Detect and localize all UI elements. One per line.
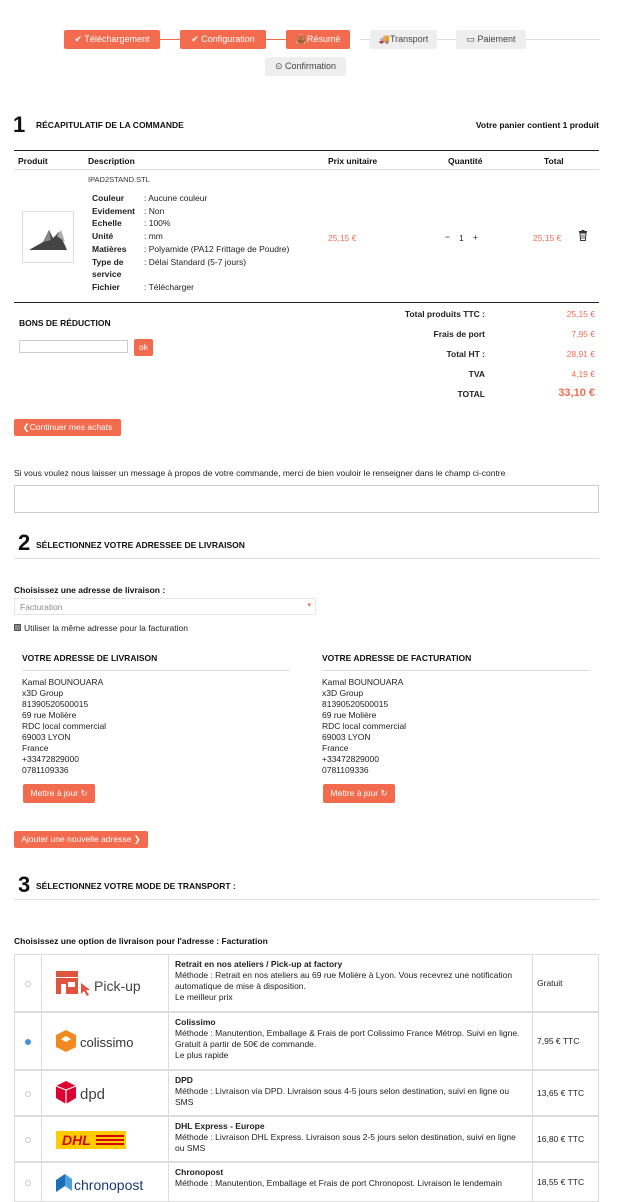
pickup-logo-icon [52, 967, 162, 1003]
carrier-radio[interactable] [25, 1180, 31, 1186]
dhl-logo-icon [52, 1123, 162, 1159]
trash-icon[interactable] [578, 230, 588, 243]
totals-label: Total produits TTC : [404, 309, 485, 319]
carrier-logo-cell [42, 955, 169, 1011]
carrier-radio-cell[interactable] [15, 1071, 42, 1115]
prop-key: Type de service [92, 256, 124, 280]
carrier-extra: Le meilleur prix [175, 992, 233, 1002]
svg-text:Pick-up: Pick-up [94, 978, 141, 994]
totals-label: Total HT : [446, 349, 485, 359]
prop-value: : Aucune couleur [144, 193, 208, 203]
carrier-radio-cell[interactable] [15, 955, 42, 1011]
carrier-desc: Méthode : Livraison via DPD. Livraison sous 4-5 jours selon destination, suivi en ligne ou SMS [175, 1086, 510, 1107]
product-prop [92, 205, 322, 218]
address-line: x3D Group [322, 688, 364, 698]
carrier-name: Colissimo [175, 1017, 216, 1027]
delivery-update-button[interactable]: Mettre à jour ↻ [23, 784, 95, 803]
address-line: Kamal BOUNOUARA [322, 677, 404, 687]
cart-count: Votre panier contient 1 produit [475, 120, 599, 130]
step-summary[interactable]: 👜Résumé [286, 30, 350, 49]
carrier-radio[interactable] [25, 1137, 31, 1143]
address-line: 69003 LYON [22, 732, 71, 742]
choose-carrier-label: Choisissez une option de livraison pour l'adresse : Facturation [14, 936, 268, 946]
section-3-title: SÉLECTIONNEZ VOTRE MODE DE TRANSPORT : [36, 881, 236, 891]
address-line: France [22, 743, 49, 753]
prop-key: Couleur [92, 193, 125, 203]
prop-value: : Délai Standard (5-7 jours) [144, 256, 247, 267]
prop-key: Unité [92, 231, 114, 242]
carrier-radio-cell[interactable] [15, 1163, 42, 1201]
product-thumbnail [22, 211, 74, 263]
address-line: 0781109336 [22, 765, 69, 775]
carrier-name: DHL Express - Europe [175, 1121, 265, 1131]
delivery-address-lines [22, 677, 106, 776]
col-unit-price: Prix unitaire [328, 156, 378, 166]
svg-text:colissimo: colissimo [80, 1035, 134, 1050]
prop-value: : Non [144, 205, 165, 216]
step-payment[interactable]: ▭ Paiement [456, 30, 526, 49]
carrier-radio-cell[interactable] [15, 1013, 42, 1069]
totals-label: TOTAL [457, 389, 485, 399]
qty-minus-button[interactable]: − [445, 232, 450, 242]
col-total: Total [544, 156, 564, 166]
address-line: RDC local commercial [322, 721, 407, 731]
chronopost-logo-icon [52, 1166, 162, 1202]
section-2-title: SÉLECTIONNEZ VOTRE ADRESSEE DE LIVRAISON [36, 540, 245, 550]
section-2-number: 2 [18, 530, 31, 555]
carrier-logo-cell [42, 1163, 169, 1201]
same-address-checkbox[interactable] [14, 624, 21, 631]
carrier-price: 16,80 € TTC [537, 1134, 585, 1144]
step-upload[interactable]: ✔ Téléchargement [64, 30, 160, 49]
prop-value: : Télécharger [144, 281, 194, 292]
carrier-radio[interactable] [25, 1039, 31, 1045]
refresh-icon: ↻ [380, 788, 388, 798]
qty-plus-button[interactable]: + [473, 232, 478, 242]
section-3-number: 3 [18, 872, 31, 897]
carrier-row[interactable] [14, 1116, 599, 1162]
col-quantity: Quantité [448, 156, 483, 166]
carrier-radio[interactable] [25, 1091, 31, 1097]
carrier-price: 7,95 € TTC [537, 1036, 580, 1046]
carrier-row[interactable] [14, 1070, 599, 1116]
prop-value: : 100% [144, 218, 171, 229]
continue-shopping-button[interactable]: ❮Continuer mes achats [14, 419, 121, 436]
step-transport[interactable]: 🚚Transport [370, 30, 437, 49]
prop-value: : Polyamide (PA12 Frittage de Poudre) [144, 243, 290, 254]
svg-text:DHL: DHL [62, 1132, 91, 1148]
chevron-down-icon: ▾ [307, 602, 311, 609]
refresh-icon: ↻ [80, 788, 88, 798]
address-line: x3D Group [22, 688, 64, 698]
carrier-logo-cell [42, 1117, 169, 1161]
totals-label: Frais de port [433, 329, 485, 339]
totals-value: 28,91 € [566, 349, 595, 359]
carrier-desc: Méthode : Retrait en nos ateliers au 69 rue Molière à Lyon. Vous recevrez une notification automatique de mise à disposition. [175, 970, 513, 991]
carrier-name: Retrait en nos ateliers / Pick-up at factory [175, 959, 343, 969]
choose-address-label: Choisissez une adresse de livraison : [14, 585, 166, 595]
section-1-number: 1 [13, 112, 26, 137]
prop-key: Fichier [92, 281, 120, 292]
carrier-row[interactable] [14, 1162, 599, 1202]
address-select[interactable] [14, 598, 316, 615]
qty-value[interactable]: 1 [459, 233, 464, 243]
product-prop [92, 230, 322, 243]
carrier-row[interactable] [14, 954, 599, 1012]
address-line: +33472829000 [22, 754, 79, 764]
line-total: 25,15 € [533, 233, 562, 243]
carrier-logo-cell [42, 1013, 169, 1069]
carrier-info-cell [169, 1117, 533, 1161]
carrier-name: Chronopost [175, 1167, 224, 1177]
totals-value: 4,19 € [571, 369, 595, 379]
col-product: Produit [18, 156, 48, 166]
totals-value: 25,15 € [566, 309, 595, 319]
carrier-info-cell [169, 1071, 533, 1115]
step-confirmation[interactable]: ⊙ Confirmation [265, 57, 346, 76]
carrier-name: DPD [175, 1075, 193, 1085]
address-line: 81390520500015 [322, 699, 389, 709]
carrier-row[interactable] [14, 1012, 599, 1070]
product-prop [92, 256, 322, 281]
billing-update-button[interactable]: Mettre à jour ↻ [323, 784, 395, 803]
totals-value: 33,10 € [558, 387, 595, 399]
product-filename: IPAD2STAND.STL [88, 175, 150, 184]
address-line: 69 rue Molière [322, 710, 377, 720]
product-props [92, 192, 322, 294]
carrier-radio[interactable] [25, 981, 31, 987]
address-line: 81390520500015 [22, 699, 89, 709]
carrier-info-cell [169, 1013, 533, 1069]
message-textarea[interactable] [14, 485, 599, 513]
address-line: 0781109336 [322, 765, 369, 775]
address-line: 69 rue Molière [22, 710, 77, 720]
carrier-price: 18,55 € TTC [537, 1177, 585, 1187]
carrier-price: Gratuit [537, 978, 563, 988]
unit-price: 25,15 € [328, 233, 357, 243]
totals-value: 7,95 € [571, 329, 595, 339]
address-line: France [322, 743, 349, 753]
carrier-desc: Méthode : Manutention, Emballage & Frais de port Colissimo France Métrop. Suivi en ligne. Gratuit à partir de 50€ de commande. [175, 1028, 520, 1049]
carrier-info-cell [169, 955, 533, 1011]
carrier-info-cell [169, 1163, 533, 1201]
billing-address-title: VOTRE ADRESSE DE FACTURATION [322, 653, 472, 663]
discount-title: BONS DE RÉDUCTION [19, 318, 111, 328]
discount-ok-button[interactable]: ok [134, 339, 153, 356]
address-line: +33472829000 [322, 754, 379, 764]
section-1-title: RÉCAPITULATIF DE LA COMMANDE [36, 120, 184, 130]
add-address-button[interactable]: Ajouter une nouvelle adresse ❯ [14, 831, 148, 848]
discount-input[interactable] [19, 340, 128, 353]
same-address-label: Utiliser la même adresse pour la facturation [24, 623, 188, 633]
colissimo-logo-icon [52, 1025, 162, 1061]
prop-value: : mm [144, 231, 163, 242]
address-select-value: Facturation [20, 602, 63, 612]
svg-text:dpd: dpd [80, 1086, 106, 1103]
message-label: Si vous voulez nous laisser un message à propos de votre commande, merci de bien vouloir le renseigner dans le champ ci-contre [14, 468, 506, 478]
carrier-logo-cell [42, 1071, 169, 1115]
stand-model-icon [23, 212, 73, 262]
billing-address-lines [322, 677, 406, 776]
col-description: Description [88, 156, 135, 166]
totals-label: TVA [468, 369, 485, 379]
product-prop [92, 243, 322, 256]
carrier-price: 13,65 € TTC [537, 1088, 585, 1098]
carrier-desc: Méthode : Manutention, Emballage et Frais de port Chronopost. Livraison le lendemain [175, 1178, 502, 1188]
prop-key: Echelle [92, 218, 122, 229]
address-line: RDC local commercial [22, 721, 107, 731]
carrier-desc: Méthode : Livraison DHL Express. Livraison sous 2-5 jours selon destination, suivi en ligne ou SMS [175, 1132, 516, 1153]
svg-text:chronopost: chronopost [74, 1177, 144, 1193]
address-line: Kamal BOUNOUARA [22, 677, 104, 687]
prop-key: Evidement [92, 205, 135, 216]
carrier-radio-cell[interactable] [15, 1117, 42, 1161]
dpd-logo-icon [52, 1077, 162, 1113]
prop-key: Matières [92, 243, 127, 254]
delivery-address-title: VOTRE ADRESSE DE LIVRAISON [22, 653, 158, 663]
product-prop [92, 281, 322, 294]
product-prop [92, 217, 322, 230]
address-line: 69003 LYON [322, 732, 371, 742]
carrier-extra: Le plus rapide [175, 1050, 229, 1060]
product-prop [92, 192, 322, 205]
step-configuration[interactable]: ✔ Configuration [180, 30, 266, 49]
